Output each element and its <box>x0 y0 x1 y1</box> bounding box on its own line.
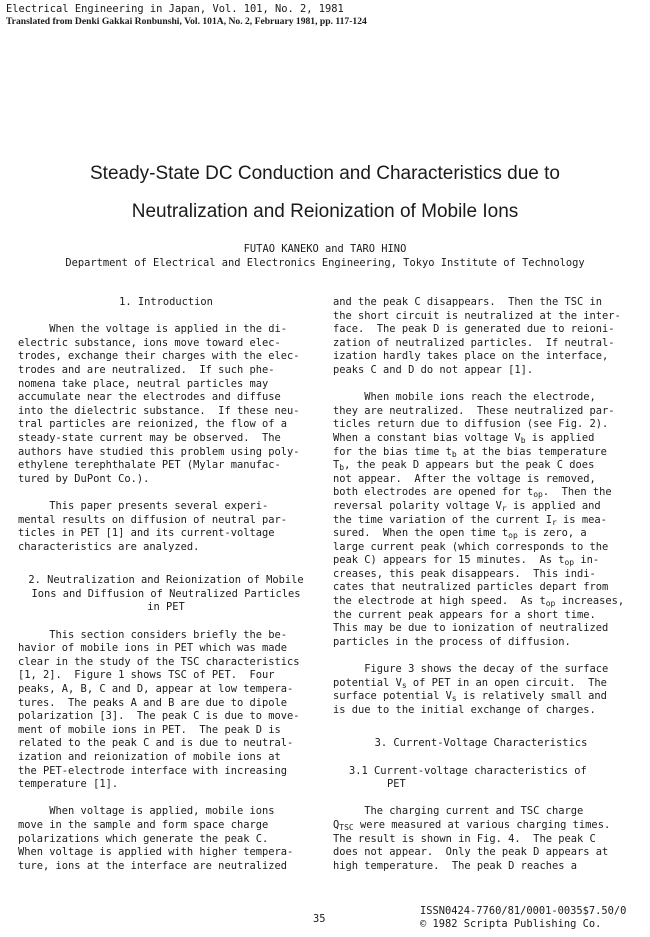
journal-citation: Electrical Engineering in Japan, Vol. 101, No. 2, 1981 <box>6 3 344 15</box>
diffusion-paragraph: When mobile ions reach the electrode, they are neutralized. These neutralized par- ticles return due to diffusion (see Fig. 2). When a constant bias voltage $V_b$ is applied for the bias time $t_b$ at the bias temperature $T_b$, the peak D appears but the peak C does not appear. After the voltage is removed, both electrodes are opened for $t_{op}$. Then the reversal polarity voltage $V_r$ is applied and the time variation of the current $I_r$ is mea- sured. When the open time $t_{op}$ is zero, a large current peak (which corresponds to the peak C) appears for 15 minutes. As $t_{op}$ in- creases, this peak disappears. This indi- cates that neutralized particles depart from the electrode at high speed. As $t_{op}$ increases, the current peak appears for a short time. This may be due to ionization of neutralized particles in the process of diffusion. <box>333 391 625 648</box>
section-3-1-heading-line-1: 3.1 Current-voltage characteristics of <box>349 764 587 777</box>
translation-source: Translated from Denki Gakkai Ronbunshi, Vol. 101A, No. 2, February 1981, pp. 117-124 <box>6 16 367 27</box>
section-1-heading: 1. Introduction <box>119 296 213 308</box>
section-3-1-heading-line-2: PET <box>387 778 406 791</box>
section-2-paragraph-1: This section considers briefly the be- havior of mobile ions in PET which was made clear in the study of the TSC characteristics [1, 2]. Figure 1 shows TSC of PET. Four peaks, A, B, C and D, appear at low tempera- tures. The peaks A and B are due to dipole polarization [3]. The peak C is due to move- ment of mobile ions in PET. The peak D is related to the peak C and is due to neutral- ization and reionization of mobile ions at the PET-electrode interface with increasing temperature [1]. <box>18 628 300 791</box>
section-3-1-heading <box>333 765 629 792</box>
section-2-heading-line-3: in PET <box>147 601 185 614</box>
surface-potential-paragraph: Figure 3 shows the decay of the surface potential $V_s$ of PET in an open circuit. The surface potential $V_s$ is relatively small and is due to the initial exchange of charges. <box>333 663 609 716</box>
right-column <box>333 296 629 873</box>
issn-line: ISSN0424-7760/81/0001-0035$7.50/0 <box>420 905 627 917</box>
section-3-heading: 3. Current-Voltage Characteristics <box>374 737 588 750</box>
section-2-heading <box>18 574 314 615</box>
section-3-1-paragraph: The charging current and TSC charge $Q_{TSC}$ were measured at various charging times. The result is shown in Fig. 4. The peak C does not appear. Only the peak D appears at high temperature. The peak D reaches a <box>333 805 611 872</box>
title-line-2: Neutralization and Reionization of Mobile Ions <box>131 201 519 222</box>
title-line-1: Steady-State DC Conduction and Characteristics due to <box>90 163 560 184</box>
copyright-line: © 1982 Scripta Publishing Co. <box>420 918 602 930</box>
paper-title <box>0 155 650 231</box>
author-affiliation: Department of Electrical and Electronics Engineering, Tokyo Institute of Technology <box>65 257 585 269</box>
page-number: 35 <box>313 913 326 925</box>
intro-paragraph-1: When the voltage is applied in the di- electric substance, ions move toward elec- trodes, exchange their charges with the elec- trodes and are neutralized. If such phe- nomena take place, neutral particles may accumulate near the electrodes and diffuse into the dielectric substance. If these neu- tral particles are reionized, the flow of a steady-state current may be observed. The authors have studied this problem using poly- ethylene terephthalate PET (Mylar manufac- tured by DuPont Co.). <box>18 323 300 485</box>
section-2-paragraph-3: and the peak C disappears. Then the TSC in the short circuit is neutralized at the inter- face. The peak D is generated due to reioni- zation of neutralized particles. If neutral- ization hardly takes place on the interface, peaks C and D do not appear [1]. <box>333 296 621 376</box>
left-column <box>18 296 314 873</box>
section-2-heading-line-1: 2. Neutralization and Reionization of Mobile <box>28 574 304 587</box>
section-2-heading-line-2: Ions and Diffusion of Neutralized Particles <box>31 587 301 600</box>
author-names: FUTAO KANEKO and TARO HINO <box>243 243 407 255</box>
intro-paragraph-2: This paper presents several experi- mental results on diffusion of neutral par- ticles in PET [1] and its current-voltage characteristics are analyzed. <box>18 499 287 553</box>
section-2-paragraph-2: When voltage is applied, mobile ions move in the sample and form space charge polarizations which generate the peak C. When voltage is applied with higher tempera- ture, ions at the interface are neutralized <box>18 805 294 872</box>
